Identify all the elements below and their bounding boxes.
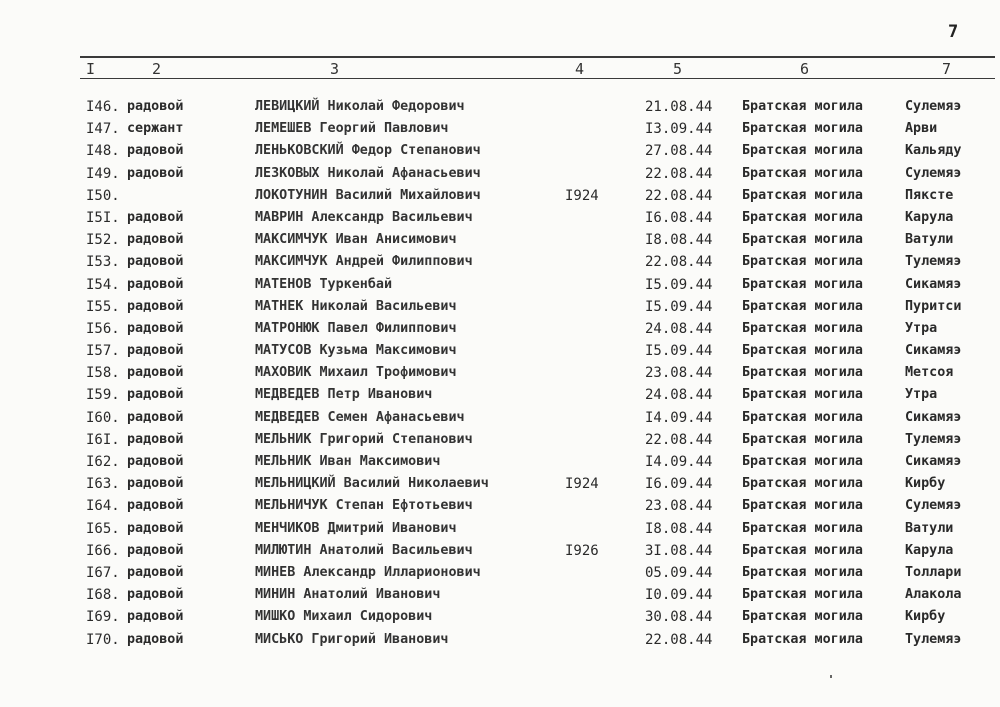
row-number: I66. (86, 542, 120, 559)
column-header-7: 7 (942, 60, 952, 78)
row-full-name: МИСЬКО Григорий Иванович (255, 631, 449, 647)
row-burial-place: Сулемяэ (905, 165, 962, 181)
column-header-row (0, 60, 1000, 78)
table-row (0, 140, 1000, 162)
header-top-rule (80, 56, 995, 58)
table-row (0, 606, 1000, 628)
table-row (0, 629, 1000, 651)
row-death-date: 3I.08.44 (645, 542, 713, 559)
row-death-date: 23.08.44 (645, 365, 713, 382)
row-burial-place: Утра (905, 387, 938, 403)
row-number: I55. (86, 298, 120, 315)
row-number: I54. (86, 276, 120, 293)
row-burial-type: Братская могила (742, 143, 863, 159)
row-burial-place: Кальяду (905, 143, 962, 159)
row-full-name: МАВРИН Александр Васильевич (255, 209, 473, 225)
row-death-date: 21.08.44 (645, 99, 713, 115)
row-death-date: 22.08.44 (645, 431, 713, 448)
row-full-name: МЕЛЬНИК Иван Максимович (255, 454, 441, 469)
row-death-date: 23.08.44 (645, 498, 713, 515)
row-death-date: I6.08.44 (645, 209, 713, 226)
row-rank: радовой (127, 209, 184, 225)
row-number: I53. (86, 254, 120, 271)
row-burial-type: Братская могила (742, 431, 863, 447)
row-burial-type: Братская могила (742, 254, 863, 270)
row-rank: радовой (127, 631, 184, 647)
row-birth-year: I926 (565, 542, 599, 559)
table-row (0, 584, 1000, 606)
row-burial-type: Братская могила (742, 320, 863, 336)
row-burial-type: Братская могила (742, 476, 863, 492)
row-number: I50. (86, 187, 120, 204)
table-row (0, 340, 1000, 362)
row-burial-place: Метсоя (905, 365, 954, 381)
row-full-name: МЕНЧИКОВ Дмитрий Иванович (255, 520, 457, 536)
row-number: I47. (86, 121, 120, 138)
row-death-date: 05.09.44 (645, 564, 713, 581)
row-burial-place: Сулемяэ (905, 498, 962, 514)
row-full-name: МИШКО Михаил Сидорович (255, 609, 433, 625)
row-death-date: I0.09.44 (645, 587, 713, 604)
row-burial-type: Братская могила (742, 387, 863, 403)
row-burial-place: Тулемяэ (905, 631, 962, 647)
row-rank: радовой (127, 143, 184, 159)
row-rank: радовой (127, 564, 184, 580)
row-death-date: I5.09.44 (645, 276, 713, 293)
row-number: I58. (86, 365, 120, 382)
row-burial-type: Братская могила (742, 365, 863, 381)
row-number: I56. (86, 320, 120, 337)
row-full-name: МИНЕВ Александр Илларионович (255, 564, 481, 580)
table-row (0, 562, 1000, 584)
row-rank: радовой (127, 298, 184, 314)
row-burial-place: Утра (905, 320, 938, 336)
row-death-date: I4.09.44 (645, 454, 713, 470)
row-death-date: 22.08.44 (645, 254, 713, 271)
header-bottom-rule (80, 78, 995, 79)
row-birth-year: I924 (565, 187, 599, 204)
row-rank: радовой (127, 232, 184, 248)
row-rank: радовой (127, 276, 184, 292)
row-burial-type: Братская могила (742, 99, 863, 114)
row-burial-type: Братская могила (742, 498, 863, 514)
table-row (0, 495, 1000, 517)
row-number: I67. (86, 564, 120, 581)
table-row (0, 207, 1000, 229)
row-full-name: МЕДВЕДЕВ Семен Афанасьевич (255, 409, 465, 425)
column-header-1: I (86, 60, 96, 78)
row-full-name: МЕЛЬНИК Григорий Степанович (255, 431, 473, 447)
row-death-date: 22.08.44 (645, 187, 713, 204)
row-full-name: МАТЕНОВ Туркенбай (255, 276, 393, 292)
row-number: I68. (86, 587, 120, 604)
row-burial-type: Братская могила (742, 520, 863, 536)
table-row (0, 163, 1000, 185)
row-rank: радовой (127, 431, 184, 447)
column-header-3: 3 (330, 60, 340, 78)
row-number: I59. (86, 387, 120, 404)
table-row (0, 296, 1000, 318)
row-full-name: ЛЕМЕШЕВ Георгий Павлович (255, 121, 449, 137)
row-death-date: 24.08.44 (645, 320, 713, 337)
row-death-date: 30.08.44 (645, 609, 713, 626)
row-burial-type: Братская могила (742, 343, 863, 359)
row-burial-type: Братская могила (742, 232, 863, 248)
row-burial-place: Арви (905, 121, 938, 137)
row-burial-place: Карула (905, 209, 954, 225)
row-rank: радовой (127, 476, 184, 492)
row-rank: радовой (127, 254, 184, 270)
row-burial-place: Сулемяэ (905, 99, 962, 114)
row-full-name: МАКСИМЧУК Иван Анисимович (255, 232, 457, 248)
row-death-date: 22.08.44 (645, 631, 713, 648)
row-rank: радовой (127, 343, 184, 359)
row-full-name: МАТРОНЮК Павел Филиппович (255, 320, 457, 336)
row-rank: радовой (127, 320, 184, 336)
row-burial-type: Братская могила (742, 609, 863, 625)
page-number: 7 (948, 22, 959, 42)
row-death-date: I6.09.44 (645, 476, 713, 493)
row-rank: радовой (127, 365, 184, 381)
row-rank: радовой (127, 498, 184, 514)
row-rank: радовой (127, 409, 184, 425)
row-burial-place: Кирбу (905, 609, 946, 625)
column-header-6: 6 (800, 60, 810, 78)
row-rank: радовой (127, 454, 184, 469)
row-full-name: МЕДВЕДЕВ Петр Иванович (255, 387, 433, 403)
row-number: I52. (86, 232, 120, 249)
row-full-name: МАХОВИК Михаил Трофимович (255, 365, 457, 381)
row-burial-type: Братская могила (742, 276, 863, 292)
row-rank: радовой (127, 609, 184, 625)
burial-list (0, 96, 1000, 651)
table-row (0, 429, 1000, 451)
row-death-date: I4.09.44 (645, 409, 713, 426)
row-number: I48. (86, 143, 120, 160)
row-burial-type: Братская могила (742, 631, 863, 647)
row-number: I57. (86, 343, 120, 360)
row-number: I62. (86, 454, 120, 470)
column-header-5: 5 (673, 60, 683, 78)
table-row (0, 318, 1000, 340)
row-birth-year: I924 (565, 476, 599, 493)
row-rank: радовой (127, 99, 184, 114)
row-number: I70. (86, 631, 120, 648)
row-rank: радовой (127, 387, 184, 403)
row-death-date: I3.09.44 (645, 121, 713, 138)
row-burial-type: Братская могила (742, 298, 863, 314)
row-full-name: ЛЕНЬКОВСКИЙ Федор Степанович (255, 143, 481, 159)
row-burial-place: Ватули (905, 232, 954, 248)
column-header-4: 4 (575, 60, 585, 78)
table-row (0, 274, 1000, 296)
row-burial-type: Братская могила (742, 187, 863, 203)
table-row (0, 518, 1000, 540)
row-full-name: МИНИН Анатолий Иванович (255, 587, 441, 603)
row-death-date: 27.08.44 (645, 143, 713, 160)
table-row (0, 384, 1000, 406)
row-burial-place: Ватули (905, 520, 954, 536)
row-burial-type: Братская могила (742, 121, 863, 137)
row-rank: радовой (127, 587, 184, 603)
table-row (0, 407, 1000, 429)
paper-speck (830, 675, 832, 678)
row-burial-type: Братская могила (742, 165, 863, 181)
row-burial-place: Пуритси (905, 298, 962, 314)
row-burial-place: Сикамяэ (905, 409, 962, 425)
table-row (0, 229, 1000, 251)
table-row (0, 362, 1000, 384)
row-death-date: I8.08.44 (645, 232, 713, 249)
row-full-name: МАКСИМЧУК Андрей Филиппович (255, 254, 473, 270)
row-rank: радовой (127, 165, 184, 181)
row-burial-place: Тулемяэ (905, 254, 962, 270)
row-full-name: МАТУСОВ Кузьма Максимович (255, 343, 457, 359)
table-row (0, 473, 1000, 495)
row-rank: радовой (127, 542, 184, 558)
row-number: I64. (86, 498, 120, 515)
table-row (0, 96, 1000, 118)
row-burial-type: Братская могила (742, 587, 863, 603)
row-burial-type: Братская могила (742, 564, 863, 580)
row-number: I65. (86, 520, 120, 537)
column-header-2: 2 (152, 60, 162, 78)
row-burial-place: Тулемяэ (905, 431, 962, 447)
row-number: I6I. (86, 431, 120, 448)
row-burial-type: Братская могила (742, 209, 863, 225)
table-row (0, 451, 1000, 473)
row-full-name: ЛЕВИЦКИЙ Николай Федорович (255, 99, 465, 114)
row-number: I60. (86, 409, 120, 426)
row-burial-place: Карула (905, 542, 954, 558)
row-burial-type: Братская могила (742, 454, 863, 469)
row-burial-place: Кирбу (905, 476, 946, 492)
row-burial-place: Сикамяэ (905, 454, 962, 469)
row-number: I46. (86, 99, 120, 115)
row-number: I5I. (86, 209, 120, 226)
row-burial-type: Братская могила (742, 409, 863, 425)
table-row (0, 540, 1000, 562)
row-burial-place: Сикамяэ (905, 343, 962, 359)
row-full-name: МАТНЕК Николай Васильевич (255, 298, 457, 314)
table-row (0, 185, 1000, 207)
row-burial-place: Толлари (905, 564, 962, 580)
table-row (0, 118, 1000, 140)
row-full-name: ЛОКОТУНИН Василий Михайлович (255, 187, 481, 203)
row-full-name: МИЛЮТИН Анатолий Васильевич (255, 542, 473, 558)
row-death-date: I5.09.44 (645, 298, 713, 315)
row-burial-type: Братская могила (742, 542, 863, 558)
row-death-date: 24.08.44 (645, 387, 713, 404)
row-burial-place: Сикамяэ (905, 276, 962, 292)
row-number: I63. (86, 476, 120, 493)
row-burial-place: Алакола (905, 587, 962, 603)
row-burial-place: Пяксте (905, 187, 954, 203)
row-death-date: I8.08.44 (645, 520, 713, 537)
row-number: I49. (86, 165, 120, 182)
row-full-name: МЕЛЬНИЦКИЙ Василий Николаевич (255, 476, 489, 492)
row-number: I69. (86, 609, 120, 626)
row-full-name: МЕЛЬНИЧУК Степан Ефтотьевич (255, 498, 473, 514)
table-row (0, 251, 1000, 273)
row-death-date: 22.08.44 (645, 165, 713, 182)
row-rank: радовой (127, 520, 184, 536)
row-rank: сержант (127, 121, 184, 137)
row-death-date: I5.09.44 (645, 343, 713, 360)
row-full-name: ЛЕЗКОВЫХ Николай Афанасьевич (255, 165, 481, 181)
